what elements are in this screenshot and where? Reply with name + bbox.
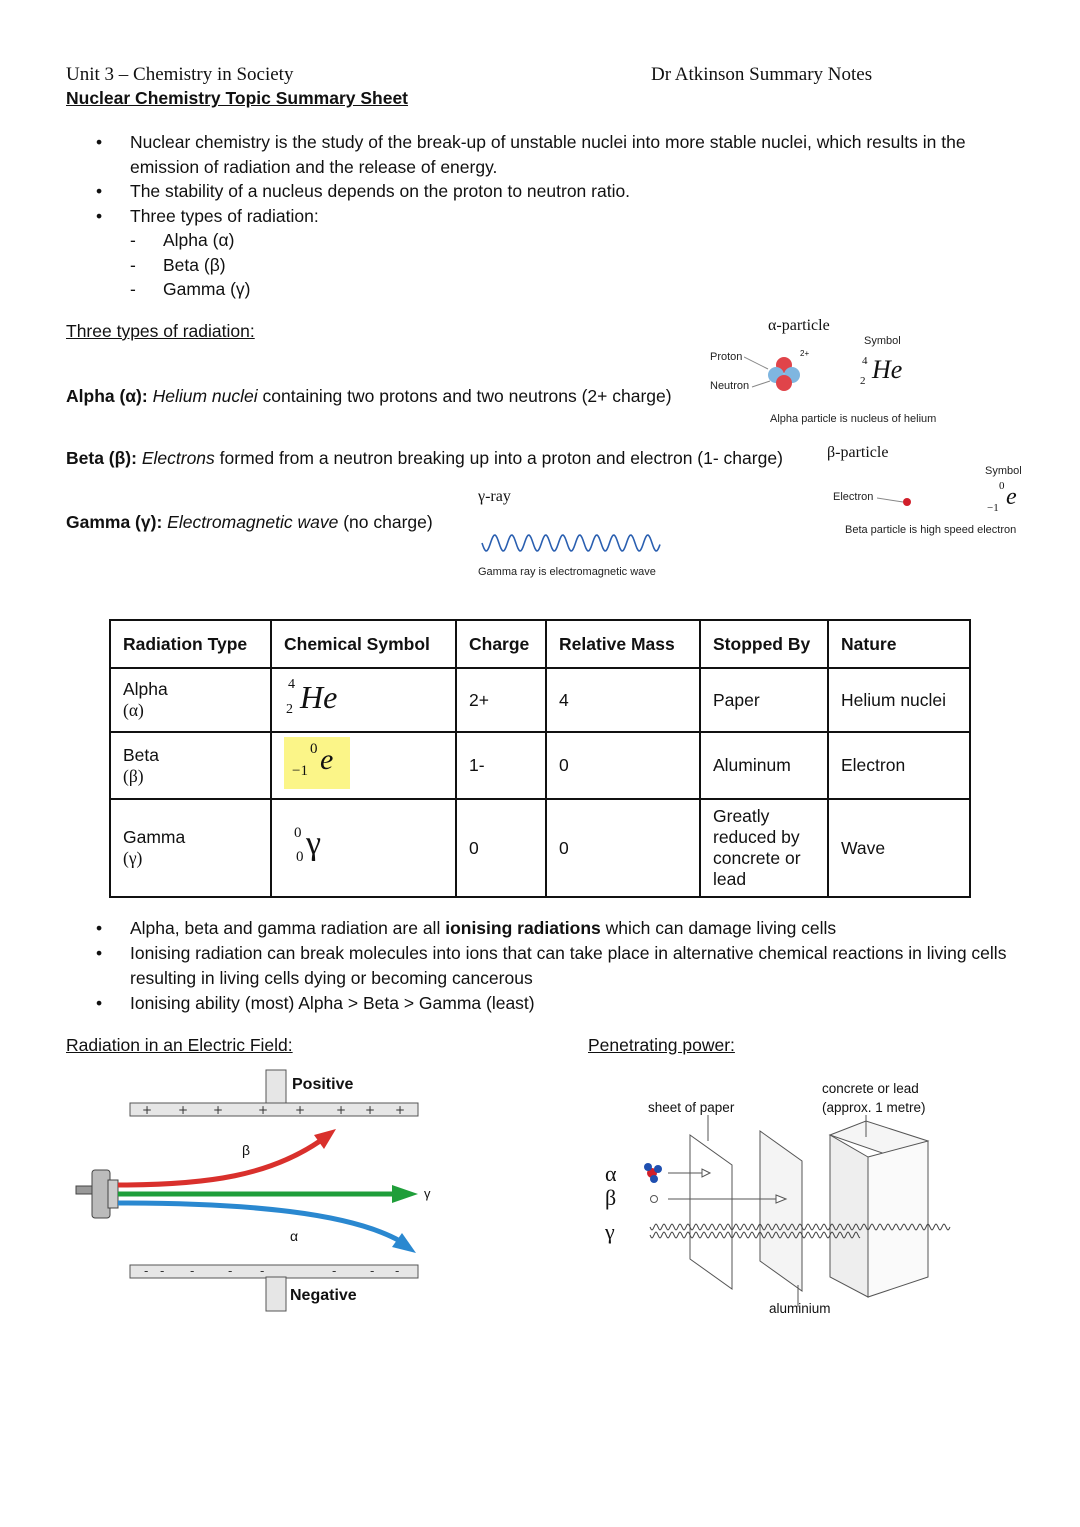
table-cell: Gamma (γ) — [110, 799, 271, 897]
svg-text:+: + — [258, 1103, 269, 1117]
electron-label: Electron — [833, 491, 874, 503]
electric-field-diagram — [70, 1065, 450, 1325]
field-plates-icon — [70, 1065, 450, 1325]
list-item: • Ionising radiation can break molecules into ions that can take place in alternative chemical reactions in living cells resulting in living cells dying or becoming cancerous — [96, 943, 1007, 988]
alpha-symbol: He — [872, 355, 903, 384]
svg-text:+: + — [178, 1103, 189, 1117]
beta-symbol: e — [1006, 484, 1017, 510]
unit-title: Unit 3 – Chemistry in Society — [66, 64, 294, 85]
table-cell — [271, 799, 456, 897]
svg-text:-: - — [395, 1264, 400, 1278]
negative-plate-label: Negative — [290, 1287, 357, 1304]
beta-label: β — [605, 1185, 617, 1210]
concrete-label: concrete or lead — [822, 1081, 919, 1096]
svg-text:-: - — [144, 1264, 149, 1278]
electron-icon — [877, 494, 917, 508]
alpha-charge-label: 2+ — [800, 349, 810, 358]
table-cell: Alpha (α) — [110, 668, 271, 732]
header-left — [66, 64, 408, 109]
svg-text:+: + — [336, 1103, 347, 1117]
svg-text:+: + — [295, 1103, 306, 1117]
ionising-bullets — [66, 916, 1026, 1016]
table-row — [110, 668, 970, 732]
wave-icon — [480, 530, 665, 556]
author-label: Dr Atkinson Summary Notes — [651, 64, 873, 85]
list-item: • Nuclear chemistry is the study of the break-up of unstable nuclei into more stable nuclei, which results in the emission of radiation and the release of energy. — [96, 132, 966, 177]
gamma-caption: Gamma ray is electromagnetic wave — [478, 566, 656, 578]
alpha-atomic-number: 2 — [860, 375, 866, 387]
table-row — [110, 799, 970, 897]
table-cell: Electron — [828, 732, 970, 799]
intro-bullets — [66, 130, 1026, 302]
table-cell: Aluminum — [700, 732, 828, 799]
table-cell: 2+ — [456, 668, 546, 732]
list-item: • Ionising ability (most) Alpha > Beta > Gamma (least) — [96, 993, 535, 1013]
table-cell: Helium nuclei — [828, 668, 970, 732]
beta-beam-label: β — [242, 1142, 251, 1158]
alpha-beam-label: α — [290, 1228, 299, 1244]
svg-text:+: + — [395, 1103, 406, 1117]
paper-label: sheet of paper — [648, 1100, 735, 1115]
neutron-label: Neutron — [710, 380, 750, 392]
beta-mass-number: 0 — [999, 480, 1005, 492]
alpha-caption: Alpha particle is nucleus of helium — [770, 413, 937, 425]
table-cell: Beta (β) — [110, 732, 271, 799]
svg-text:-: - — [228, 1264, 233, 1278]
svg-text:-: - — [160, 1264, 165, 1278]
alpha-description: Alpha (α): Helium nuclei containing two protons and two neutrons (2+ charge) — [66, 386, 672, 406]
penetration-heading: Penetrating power: — [588, 1035, 735, 1055]
positive-plate-label: Positive — [292, 1076, 354, 1093]
svg-text:+: + — [213, 1103, 224, 1117]
proton-label: Proton — [710, 351, 743, 363]
column-header: Chemical Symbol — [271, 620, 456, 668]
gamma-beam-label: γ — [424, 1186, 431, 1201]
svg-text:-: - — [370, 1264, 375, 1278]
svg-text:-: - — [332, 1264, 337, 1278]
table-cell: Greatly reduced by concrete or lead — [700, 799, 828, 897]
table-cell — [271, 732, 456, 799]
beta-atomic-number: −1 — [987, 502, 999, 514]
sheet-title: Nuclear Chemistry Topic Summary Sheet — [66, 88, 409, 108]
table-cell: 0 — [456, 799, 546, 897]
svg-text:-: - — [260, 1264, 265, 1278]
table-cell: 1- — [456, 732, 546, 799]
beta-particle-figure — [825, 444, 1035, 544]
column-header: Nature — [828, 620, 970, 668]
sub-list-item: - Beta (β) — [130, 254, 226, 275]
table-cell: 0 — [546, 732, 700, 799]
gamma-figure-title: γ-ray — [478, 488, 511, 505]
list-item: • Three types of radiation: — [96, 205, 319, 226]
beta-chemical-symbol: 0 −1 e — [284, 737, 350, 789]
beta-symbol-label: Symbol — [985, 465, 1022, 477]
table-cell: 0 — [546, 799, 700, 897]
list-item: • The stability of a nucleus depends on the proton to neutron ratio. — [96, 181, 631, 201]
gamma-description: Gamma (γ): Electromagnetic wave (no charge) — [66, 512, 433, 532]
gamma-label: γ — [605, 1219, 615, 1244]
beta-description: Beta (β): Electrons formed from a neutron breaking up into a proton and electron (1- charge) — [66, 448, 783, 468]
list-item: • Alpha, beta and gamma radiation are all ionising radiations which can damage living cells — [96, 918, 837, 938]
column-header: Stopped By — [700, 620, 828, 668]
table-header-row — [110, 620, 970, 668]
svg-text:+: + — [365, 1103, 376, 1117]
column-header: Charge — [456, 620, 546, 668]
table-row — [110, 732, 970, 799]
table-cell: Wave — [828, 799, 970, 897]
types-heading: Three types of radiation: — [66, 321, 255, 341]
svg-text:+: + — [142, 1103, 153, 1117]
sub-list-item: - Alpha (α) — [130, 230, 235, 250]
radiation-table — [109, 619, 971, 898]
table-cell: 4 — [546, 668, 700, 732]
field-heading: Radiation in an Electric Field: — [66, 1035, 293, 1055]
alpha-figure-title: α-particle — [768, 317, 830, 334]
alpha-mass-number: 4 — [862, 355, 868, 367]
table-cell: Paper — [700, 668, 828, 732]
penetration-diagram — [590, 1075, 960, 1325]
gamma-chemical-symbol: 0 0 γ — [294, 824, 322, 865]
alpha-particle-figure — [700, 315, 960, 430]
sub-list-item: - Gamma (γ) — [130, 279, 251, 299]
aluminium-label: aluminium — [769, 1301, 831, 1316]
alpha-symbol-label: Symbol — [864, 335, 901, 347]
column-header: Relative Mass — [546, 620, 700, 668]
column-header: Radiation Type — [110, 620, 271, 668]
concrete-thickness-label: (approx. 1 metre) — [822, 1100, 926, 1115]
svg-text:-: - — [190, 1264, 195, 1278]
table-cell — [271, 668, 456, 732]
alpha-chemical-symbol: 4 2 He — [286, 676, 338, 717]
gamma-ray-figure — [476, 486, 676, 581]
beta-figure-title: β-particle — [827, 444, 889, 461]
alpha-label: α — [605, 1161, 617, 1186]
beta-caption: Beta particle is high speed electron — [845, 524, 1017, 536]
